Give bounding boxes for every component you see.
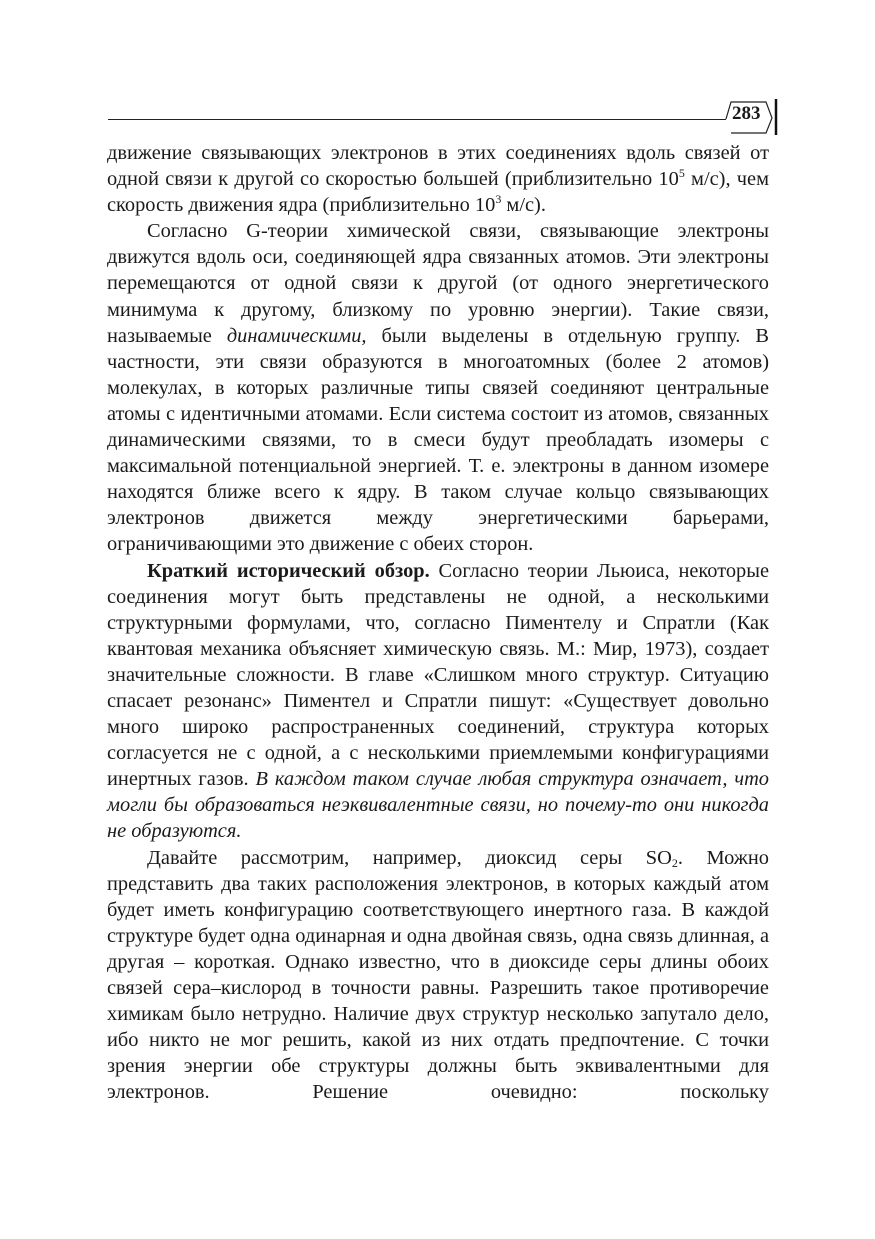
body-text [107, 140, 769, 1105]
section-run-in-heading: Краткий исторический обзор. [147, 559, 430, 582]
italic-quote: В каждом таком случае любая структура означает, что могли бы образоваться неэквивалентные связи, но почему-то они никогда не образуются. [107, 768, 769, 843]
paragraph-1-text-c: м/с). [501, 194, 546, 217]
superscript-exponent: 3 [495, 192, 502, 207]
page-number: 283 [732, 103, 761, 124]
paragraph-2 [107, 218, 769, 557]
paragraph-4-text-a: Давайте рассмотрим, например, диоксид серы SO [147, 846, 672, 869]
paragraph-1-text-b: м/с), чем скорость движения ядра (приблизительно 10 [107, 168, 769, 217]
paragraph-3 [107, 558, 769, 845]
paragraph-3-text-a: Согласно теории Льюиса, некоторые соединения могут быть представлены не одной, а несколькими структурными формулами, что, согласно Пиментелу и Спратли (Как квантовая механика объясняет химическую связь. М.: Мир, 1973), создает значительные сложности. В главе «Слишком много структур. Ситуацию спасает резонанс» Пиментел и Спратли пишут: «Существует довольно много широко распространенных соединений, структура которых согласуется не с одной, а с несколькими приемлемыми конфигурациями инертных газов. [107, 559, 769, 791]
subscript-index: 2 [671, 855, 678, 870]
paragraph-2-text-a: Согласно G-теории химической связи, связывающие электроны движутся вдоль оси, соединяющей ядра связанных атомов. Эти электроны перемещаются от одной связи к другой (от одного энергетического минимума к другому, близкому по уровню энергии). Такие связи, называемые [107, 220, 769, 347]
header-rule [108, 119, 726, 120]
paragraph-2-text-b: были выделены в отдельную группу. В частности, эти связи образуются в многоатомных (более 2 атомов) молекулах, в которых различные типы связей соединяют центральные атомы с идентичными атомами. Если система состоит из атомов, связанных динамическими связями, то в смеси будут преобладать изомеры с максимальной потенциальной энергией. Т. е. электроны в данном изомере находятся ближе всего к ядру. В таком случае кольцо связывающих электронов движется между энергетическими барьерами, ограничивающими это движение с обеих сторон. [107, 324, 769, 556]
superscript-exponent: 5 [678, 166, 685, 181]
paragraph-1 [107, 140, 769, 218]
paragraph-1-text-a: движение связывающих электронов в этих соединениях вдоль связей от одной связи к другой со скоростью большей (приблизительно 10 [107, 142, 769, 191]
paragraph-4-text-b: . Можно представить два таких расположения электронов, в которых каждый атом будет иметь конфигурацию соответствующего инертного газа. В каждой структуре будет одна одинарная и одна двойная связь, одна связь длинная, а другая – короткая. Однако известно, что в диоксиде серы длины обоих связей сера–кислород в точности равны. Разрешить такое противоречие химикам было нетрудно. Наличие двух структур несколько запутало дело, ибо никто не мог решить, какой из них отдать предпочтение. С точки зрения энергии обе структуры должны быть эквивалентными для электронов. Решение очевидно: поскольку [107, 846, 769, 1104]
paragraph-4 [107, 845, 769, 1106]
italic-term: динамическими, [226, 324, 367, 347]
